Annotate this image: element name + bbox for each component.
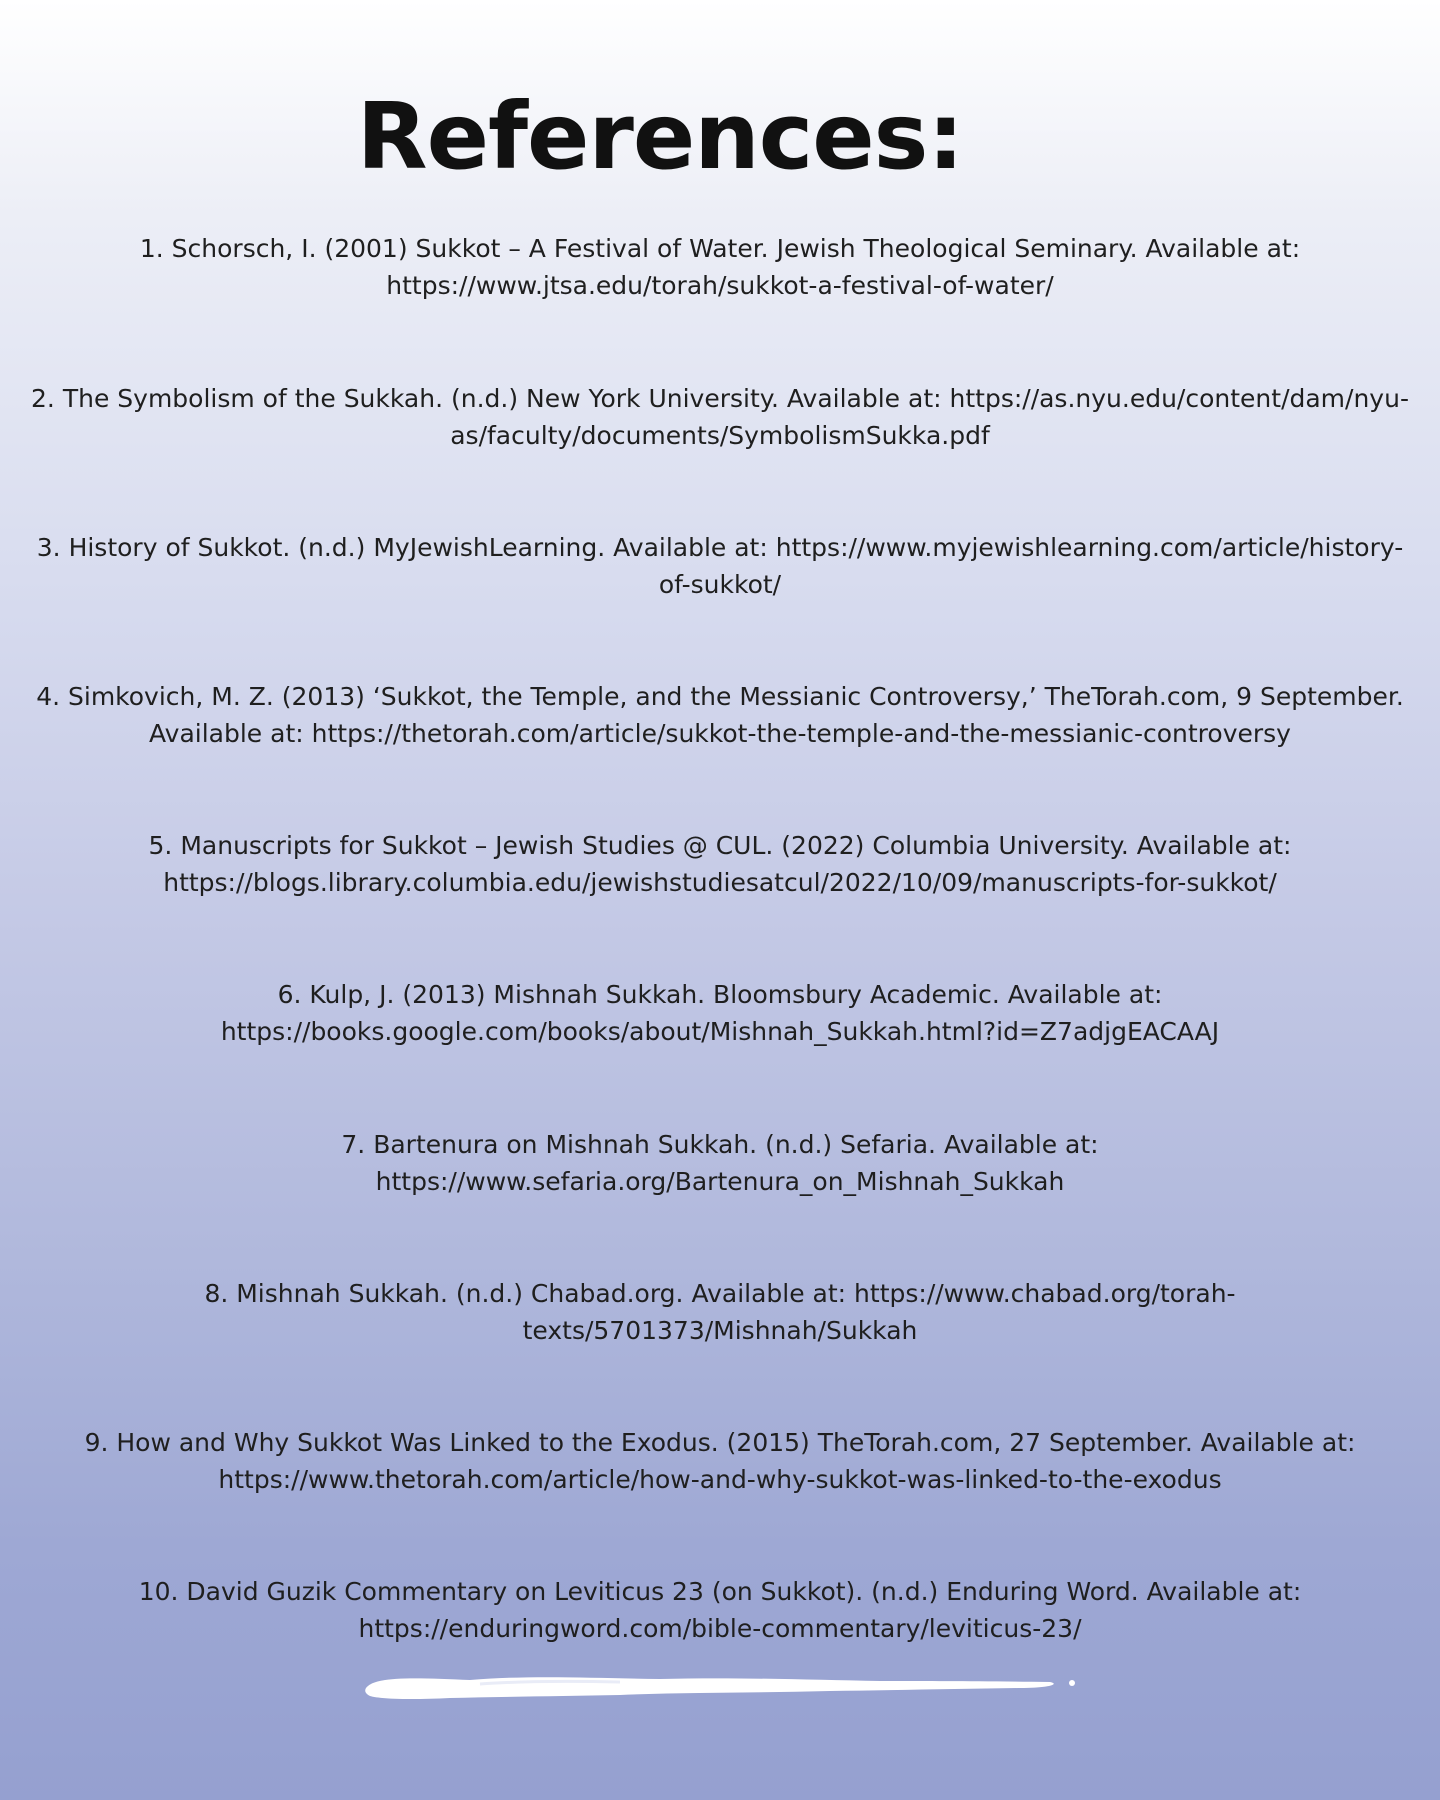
- brush-stroke-dot: [1069, 1680, 1075, 1686]
- reference-item: [0, 529, 1440, 603]
- reference-line: as/faculty/documents/SymbolismSukka.pdf: [450, 421, 990, 450]
- reference-line: of-sukkot/: [658, 570, 782, 599]
- reference-line: 6. Kulp, J. (2013) Mishnah Sukkah. Bloomsbury Academic. Available at:: [277, 980, 1163, 1009]
- brush-stroke-shape: [365, 1677, 1054, 1699]
- reference-item: [0, 976, 1440, 1050]
- reference-item: [0, 1126, 1440, 1200]
- reference-line: https://www.thetorah.com/article/how-and-why-sukkot-was-linked-to-the-exodus: [218, 1465, 1222, 1494]
- reference-line: 7. Bartenura on Mishnah Sukkah. (n.d.) Sefaria. Available at:: [341, 1130, 1099, 1159]
- reference-line: 3. History of Sukkot. (n.d.) MyJewishLearning. Available at: https://www.myjewishlearning.com/article/history-: [36, 533, 1404, 562]
- reference-item: [0, 230, 1440, 304]
- brush-stroke-decoration: [360, 1666, 1090, 1706]
- reference-item: [0, 678, 1440, 752]
- reference-line: 2. The Symbolism of the Sukkah. (n.d.) New York University. Available at: https://as.nyu.edu/content/dam/nyu-: [31, 384, 1409, 413]
- reference-item: [0, 1424, 1440, 1498]
- reference-line: https://blogs.library.columbia.edu/jewishstudiesatcul/2022/10/09/manuscripts-for-sukkot/: [163, 868, 1277, 897]
- reference-item: [0, 1275, 1440, 1349]
- reference-line: https://www.jtsa.edu/torah/sukkot-a-festival-of-water/: [386, 271, 1054, 300]
- reference-line: https://enduringword.com/bible-commentary/leviticus-23/: [358, 1614, 1082, 1643]
- reference-line: 10. David Guzik Commentary on Leviticus 23 (on Sukkot). (n.d.) Enduring Word. Available at:: [138, 1577, 1302, 1606]
- reference-line: texts/5701373/Mishnah/Sukkah: [522, 1316, 918, 1345]
- reference-line: 1. Schorsch, I. (2001) Sukkot – A Festival of Water. Jewish Theological Seminary. Available at:: [139, 234, 1301, 263]
- reference-item: [0, 827, 1440, 901]
- reference-item: [0, 380, 1440, 454]
- reference-line: 5. Manuscripts for Sukkot – Jewish Studies @ CUL. (2022) Columbia University. Available at:: [148, 831, 1292, 860]
- reference-line: https://www.sefaria.org/Bartenura_on_Mishnah_Sukkah: [375, 1167, 1065, 1196]
- reference-line: 8. Mishnah Sukkah. (n.d.) Chabad.org. Available at: https://www.chabad.org/torah-: [204, 1279, 1236, 1308]
- reference-line: 4. Simkovich, M. Z. (2013) ‘Sukkot, the Temple, and the Messianic Controversy,’ TheTorah.com, 9 September.: [36, 682, 1404, 711]
- reference-line: Available at: https://thetorah.com/article/sukkot-the-temple-and-the-messianic-controversy: [149, 719, 1291, 748]
- reference-line: 9. How and Why Sukkot Was Linked to the Exodus. (2015) TheTorah.com, 27 September. Available at:: [84, 1428, 1356, 1457]
- reference-item: [0, 1573, 1440, 1647]
- page-title: References:: [356, 83, 964, 190]
- reference-line: https://books.google.com/books/about/Mishnah_Sukkah.html?id=Z7adjgEACAAJ: [220, 1017, 1220, 1046]
